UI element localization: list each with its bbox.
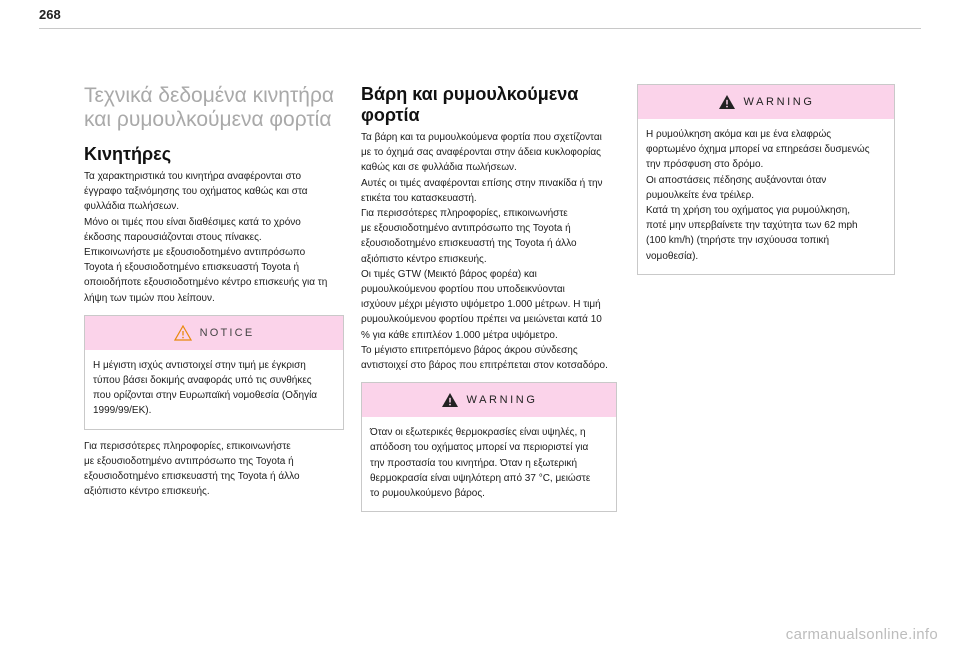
text-line: φορτωμένο όχημα μπορεί να επηρεάσει δυσμενώς [646,144,870,156]
watermark-logo[interactable]: carmanualsonline.info [785,626,938,643]
warning-body [638,119,894,274]
warning-body [362,417,616,511]
text-line: Οι τιμές GTW (Μεικτό βάρος φορέα) και [361,268,537,280]
text-line: Οι αποστάσεις πέδησης αυξάνονται όταν [646,174,827,186]
text-line: Τα βάρη και τα ρυμουλκούμενα φορτία που σχετίζονται [361,132,602,143]
text-line: αξιόπιστο κέντρο επισκευής. [84,486,210,498]
notice-body [85,350,343,429]
text-line: έκδοσης παρουσιάζονται στους πίνακες. [84,231,262,243]
text-line: το ρυμουλκούμενο βάρος. [370,488,485,500]
text-line: με εξουσιοδοτημένο αντιπρόσωπο της Toyota ή [84,455,294,467]
text-line: Για περισσότερες πληροφορίες, επικοινωνήστε [84,440,291,452]
text-line: Όταν οι εξωτερικές θερμοκρασίες είναι υψηλές, η [370,427,586,439]
weights-paragraph [361,130,617,373]
text-line: που ορίζονται στην Ευρωπαϊκή νομοθεσία (Οδηγία [93,390,318,402]
engines-paragraph [84,169,344,306]
text-line: φυλλάδια πωλήσεων. [84,201,180,213]
text-line: Το μέγιστο επιτρεπόμενο βάρος άκρου σύνδεσης [361,344,578,356]
column-towing-warning [637,84,895,275]
text-line: εξουσιοδοτημένο επισκευαστή της Toyota ή άλλο [361,238,577,250]
text-line: θερμοκρασία είναι υψηλότερη από 37 °C, μειώστε [370,472,591,484]
text-line: Για περισσότερες πληροφορίες, επικοινωνήστε [361,208,568,220]
section-title-line: Τεχνικά δεδομένα κινητήρα [84,84,335,107]
text-line: ρυμουλκείτε ένα τρέιλερ. [646,189,755,201]
text-line: ρυμουλκούμενου φορτίου πρέπει να μειώνεται κατά 10 [361,314,602,326]
weights-heading [361,84,617,126]
notice-header [85,316,343,350]
text-line: ποτέ μην υπερβαίνετε την ταχύτητα των 62 mph [646,220,858,232]
text-line: με εξουσιοδοτημένο αντιπρόσωπο της Toyota ή [361,223,571,235]
engines-heading: Κινητήρες [84,144,172,164]
text-line: Τα χαρακτηριστικά του κινητήρα αναφέρονται στο [84,171,302,182]
text-line: απόδοση του οχήματος μπορεί να περιοριστεί για [370,442,589,454]
text-line: εξουσιοδοτημένο επισκευαστή της Toyota ή άλλο [84,471,300,483]
warning-header [362,383,616,417]
text-line: νομοθεσία). [646,250,699,262]
warning-triangle-icon [441,392,459,408]
text-line: ρυμουλκούμενου φορτίου που υποδεικνύονται [361,284,565,296]
notice-title: NOTICE [199,326,255,339]
heading-line: Βάρη και ρυμουλκούμενα [361,84,579,104]
text-line: Αυτές οι τιμές αναφέρονται επίσης στην πινακίδα ή την [361,177,603,189]
text-line: % για κάθε επιπλέον 1.000 μέτρα υψόμετρο. [361,329,558,341]
top-divider [39,28,921,29]
warning-title: WARNING [743,96,815,108]
text-line: αντιστοιχεί στο βάρος που επιτρέπεται στον κοτσαδόρο. [361,360,608,372]
column-engines [84,84,344,499]
warning-box [637,84,895,275]
text-line: Toyota ή εξουσιοδοτημένο επισκευαστή Toyota ή [84,262,300,274]
contact-paragraph [84,439,344,500]
text-line: έγγραφο ταξινόμησης του οχήματος καθώς και στα [84,186,308,198]
text-line: ετικέτα του κατασκευαστή. [361,192,477,204]
text-line: τύπου βάσει δοκιμής αναφοράς υπό τις συνθήκες [93,375,312,387]
text-line: με το όχημά σας αναφέρονται στην άδεια κυκλοφορίας [361,147,601,159]
warning-header [638,85,894,119]
column-weights [361,84,617,512]
text-line: Η μέγιστη ισχύς αντιστοιχεί στην τιμή με έγκριση [93,359,306,371]
section-title [84,84,344,132]
text-line: την προστασία του κινητήρα. Όταν η εξωτερική [370,457,578,469]
text-line: αξιόπιστο κέντρο επισκευής. [361,253,487,265]
notice-box [84,315,344,430]
heading-line: φορτία [361,105,420,125]
text-line: 1999/99/ΕΚ). [93,405,152,417]
text-line: την πρόσφυση στο δρόμο. [646,159,764,171]
text-line: οποιοδήποτε εξουσιοδοτημένο κέντρο επισκευής για τη [84,277,328,289]
text-line: (100 km/h) (τηρήστε την ισχύουσα τοπική [646,235,830,247]
notice-triangle-icon [174,325,192,341]
text-line: ισχύουν μέχρι μέγιστο υψόμετρο 1.000 μέτρων. Η τιμή [361,299,601,311]
text-line: Μόνο οι τιμές που είναι διαθέσιμες κατά το χρόνο [84,216,301,228]
text-line: Η ρυμούλκηση ακόμα και με ένα ελαφρώς [646,129,832,140]
text-line: Κατά τη χρήση του οχήματος για ρυμούλκηση, [646,205,851,217]
text-line: καθώς και σε φυλλάδια πωλήσεων. [361,162,517,174]
section-title-line: και ρυμουλκούμενα φορτία [84,108,332,131]
text-line: λήψη των τιμών που λείπουν. [84,292,215,304]
text-line: Επικοινωνήστε με εξουσιοδοτημένο αντιπρόσωπο [84,247,306,259]
warning-title: WARNING [466,394,538,407]
page-number: 268 [39,7,61,22]
warning-box [361,382,617,512]
warning-triangle-icon [718,94,736,110]
